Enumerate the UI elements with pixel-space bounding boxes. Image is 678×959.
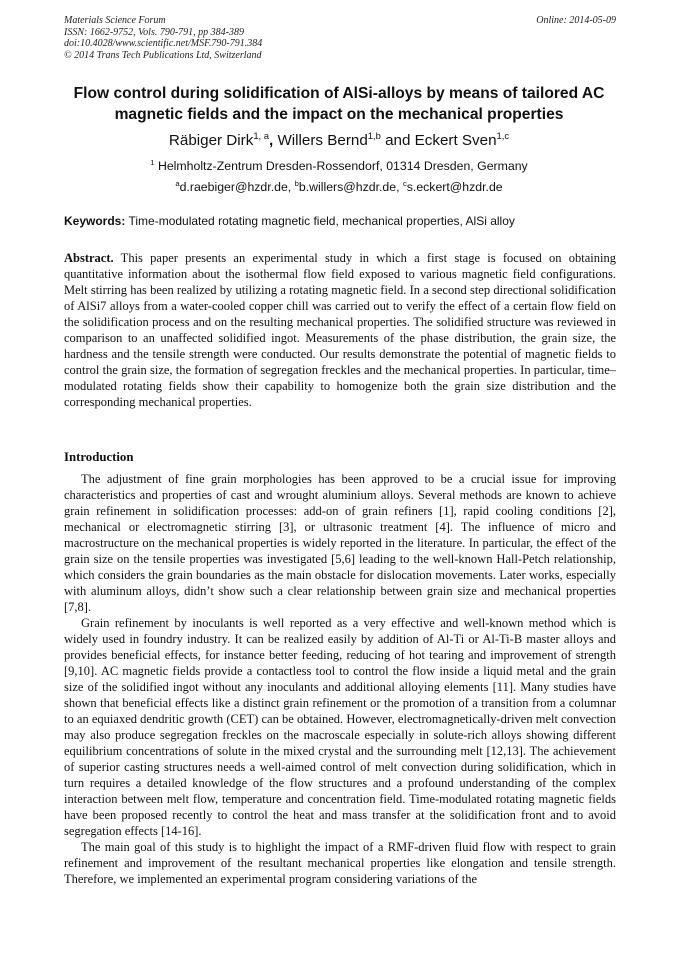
paper-title: Flow control during solidification of AlSi-alloys by means of tailored AC magnetic fields and the impact on the mechanical properties bbox=[73, 85, 605, 123]
email-mark: b bbox=[294, 178, 299, 188]
email-link[interactable]: s.eckert@hzdr.de bbox=[406, 180, 503, 194]
keywords-text: Time-modulated rotating magnetic field, mechanical properties, AlSi alloy bbox=[125, 214, 515, 228]
author-list bbox=[44, 131, 634, 151]
issn-line: ISSN: 1662-9752, Vols. 790-791, pp 384-389 bbox=[64, 26, 244, 38]
email-link[interactable]: b.willers@hzdr.de, bbox=[298, 180, 403, 194]
author-affiliation-mark: 1,b bbox=[367, 129, 381, 141]
abstract-text: This paper presents an experimental study in which a first stage is focused on obtaining quantitative information about the isothermal flow field exposed to various magnetic field configurations. Melt stirring has been realized by utilizing a rotating magnetic field. In a second step directional solidification of AlSi7 alloys from a water-cooled copper chill was carried out to verify the effect of a certain flow field on the solidification process and on the resulting mechanical properties. The solidified structure was reviewed in comparison to an unaffected solidified ingot. Measurements of the phase distribution, the grain size, the hardness and the tensile strength were conducted. Our results demonstrate the potential of magnetic fields to control the grain size, the formation of segregation freckles and the mechanical properties. In particular, time–modulated rotating fields show their capability to homogenize both the grain size distribution and the corresponding mechanical properties. bbox=[64, 251, 616, 409]
author-affiliation-mark: 1, a bbox=[253, 129, 270, 141]
journal-header bbox=[64, 15, 616, 61]
email-mark: c bbox=[402, 178, 407, 188]
section-heading-introduction: Introduction bbox=[64, 450, 134, 464]
keywords bbox=[64, 213, 616, 229]
affiliation-mark: 1 bbox=[150, 157, 155, 167]
email-mark: a bbox=[175, 178, 180, 188]
affiliation-text: Helmholtz-Zentrum Dresden-Rossendorf, 01314 Dresden, Germany bbox=[154, 159, 528, 173]
copyright-line: © 2014 Trans Tech Publications Ltd, Switzerland bbox=[64, 49, 262, 61]
abstract bbox=[64, 250, 616, 410]
author-name: Willers Bernd bbox=[277, 132, 368, 149]
paragraph: The main goal of this study is to highlight the impact of a RMF-driven fluid flow with respect to grain refinement and improvement of the resultant mechanical properties like elongation and tensile strength. Therefore, we implemented an experimental program considering variations of the bbox=[64, 840, 616, 886]
abstract-label: Abstract. bbox=[64, 251, 114, 265]
keywords-label: Keywords: bbox=[64, 214, 126, 228]
author-emails bbox=[44, 179, 634, 195]
paragraph: Grain refinement by inoculants is well reported as a very effective and well-known method which is widely used in foundry industry. It can be realized easily by addition of Al-Ti or Al-Ti-B master alloys and provides beneficial effects, for instance better feeding, reducing of hot tearing and improvement of strength [9,10]. AC magnetic fields provide a contactless tool to control the flow inside a liquid metal and the grain size of the solidified ingot without any inoculants and additional alloying elements [11]. Many studies have shown that beneficial effects like a distinct grain refinement or the promotion of a transition from a columnar to an equiaxed dendritic growth (CET) can be obtained. However, electromagnetically-driven melt convection may also produce segregation freckles on the macroscale especially in solute-rich alloys showing different equilibrium concentrations of solute in the mixed crystal and the surrounding melt [12,13]. The achievement of superior casting structures needs a well-aimed control of melt convection during solidification, which in turn requires a detailed knowledge of the flow structures and a profound understanding of the complex interaction between melt flow, temperature and concentration field. Time-modulated rotating magnetic fields have been proposed recently to control the heat and mass transfer at the solidification front and to avoid segregation effects [14-16]. bbox=[64, 616, 616, 838]
email-link[interactable]: d.raebiger@hzdr.de, bbox=[179, 180, 295, 194]
online-date: Online: 2014-05-09 bbox=[536, 15, 616, 26]
author-affiliation-mark: 1,c bbox=[496, 129, 510, 141]
author-separator: , bbox=[269, 132, 278, 149]
author-name: Eckert Sven bbox=[414, 132, 497, 149]
doi-line[interactable]: doi:10.4028/www.scientific.net/MSF.790-791.384 bbox=[64, 38, 263, 49]
introduction-body bbox=[64, 471, 616, 887]
affiliation bbox=[44, 158, 634, 174]
abstract-paragraph bbox=[64, 250, 616, 410]
paragraph: The adjustment of fine grain morphologies has been approved to be a crucial issue for improving characteristics and properties of cast and wrought aluminium alloys. Several methods are known to achieve grain refinement in solidification processes: add-on of grain refiners [1], rapid cooling conditions [2], mechanical or electromagnetic stirring [3], or ultrasonic treatment [4]. The influence of micro and macrostructure on the mechanical properties is widely reported in the literature. In particular, the effect of the grain size on the tensile properties was investigated [5,6] leading to the well-known Hall-Petch relationship, which considers the grain boundaries as the main obstacle for dislocation movements. Later works, especially with aluminum alloys, didn’t show such a clear relationship between grain size and mechanical properties [7,8]. bbox=[64, 472, 616, 614]
author-separator: and bbox=[380, 132, 415, 149]
journal-name: Materials Science Forum bbox=[64, 15, 166, 26]
author-name: Räbiger Dirk bbox=[168, 132, 254, 149]
